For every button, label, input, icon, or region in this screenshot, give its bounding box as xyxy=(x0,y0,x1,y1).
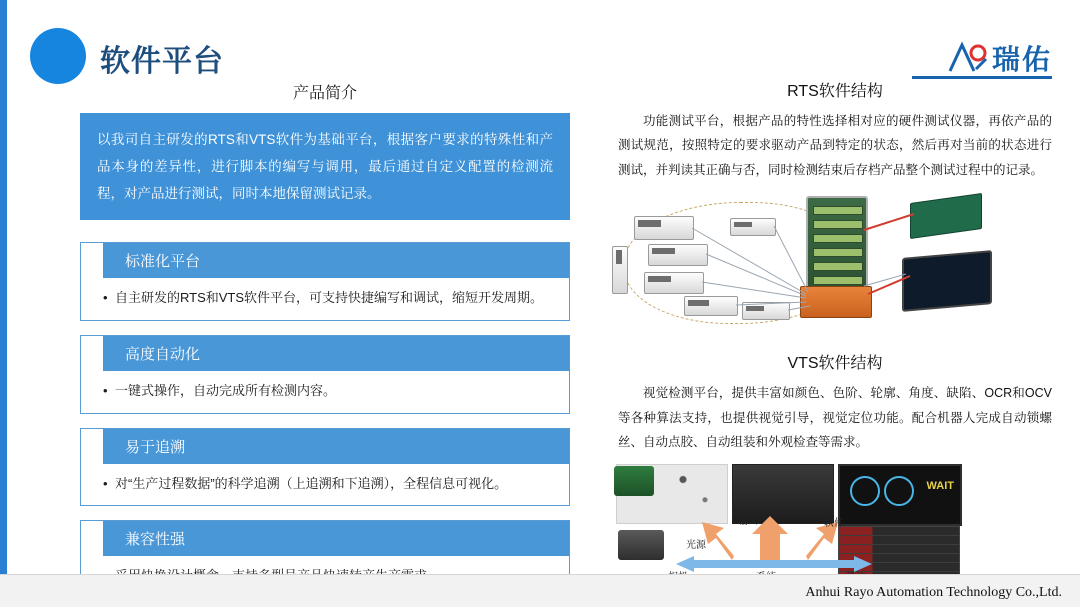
vts-paragraph: 视觉检测平台，提供丰富如颜色、色阶、轮廓、角度、缺陷、OCR和OCV等各种算法支持，也提供视觉引导，视觉定位功能。配合机器人完成自动锁螺丝、自动点胶、自动组装和外观检查等需求。 xyxy=(618,386,1052,449)
feature-title: 高度自动化 xyxy=(103,336,569,371)
right-column xyxy=(610,78,1060,584)
footer-company-name: Anhui Rayo Automation Technology Co.,Ltd. xyxy=(805,585,1062,600)
logo-text: 瑞佑 xyxy=(991,44,1052,75)
left-accent-bar xyxy=(0,0,7,607)
feature-list xyxy=(80,242,570,599)
feature-card xyxy=(80,242,570,321)
feature-title: 易于追溯 xyxy=(103,429,569,464)
vts-architecture-diagram xyxy=(610,464,1060,584)
rts-title: RTS软件结构 xyxy=(787,83,883,100)
left-column xyxy=(80,80,570,613)
page-title: 软件平台 xyxy=(100,45,224,78)
intro-box: 以我司自主研发的RTS和VTS软件为基础平台，根据客户要求的特殊性和产品本身的差异性，进行脚本的编写与调用，最后通过自定义配置的检测流程，对产品进行测试，同时本地保留测试记录。 xyxy=(80,113,570,220)
section-label: 产品简介 xyxy=(292,85,357,102)
feature-body xyxy=(81,278,569,320)
feature-card xyxy=(80,428,570,507)
feature-body xyxy=(81,464,569,506)
rts-architecture-diagram xyxy=(610,190,1060,340)
feature-title: 标准化平台 xyxy=(103,243,569,278)
software-label: 软件 xyxy=(824,518,844,530)
light-label: 光源 xyxy=(686,540,706,552)
company-logo xyxy=(946,38,1052,78)
connection-lines xyxy=(610,190,1060,340)
logo-mark-icon xyxy=(946,41,988,75)
vts-arrows xyxy=(610,464,970,584)
output-label: 输出 xyxy=(738,516,758,528)
bullet-icon: • xyxy=(103,290,108,305)
feature-body xyxy=(81,371,569,413)
feature-card xyxy=(80,335,570,414)
feature-text: 自主研发的RTS和VTS软件平台，可支持快捷编写和调试，缩短开发周期。 xyxy=(115,290,544,305)
vts-title: VTS软件结构 xyxy=(787,355,883,373)
feature-text: 一键式操作，自动完成所有检测内容。 xyxy=(115,382,337,398)
header-dot-decoration xyxy=(30,28,86,84)
feature-title: 兼容性强 xyxy=(103,521,569,556)
bullet-icon: • xyxy=(103,475,108,491)
bullet-icon: • xyxy=(103,382,108,398)
feature-text: 对“生产过程数据”的科学追溯（上追溯和下追溯），全程信息可视化。 xyxy=(115,475,508,491)
rts-paragraph: 功能测试平台，根据产品的特性选择相对应的硬件测试仪器，再依产品的测试规范，按照特定的要求驱动产品到特定的状态，然后再对当前的状态进行测试，并判读其正确与否，同时检测结束后存档产品整个测试过程中的记录。 xyxy=(618,114,1052,177)
wait-label: WAIT xyxy=(926,480,954,493)
